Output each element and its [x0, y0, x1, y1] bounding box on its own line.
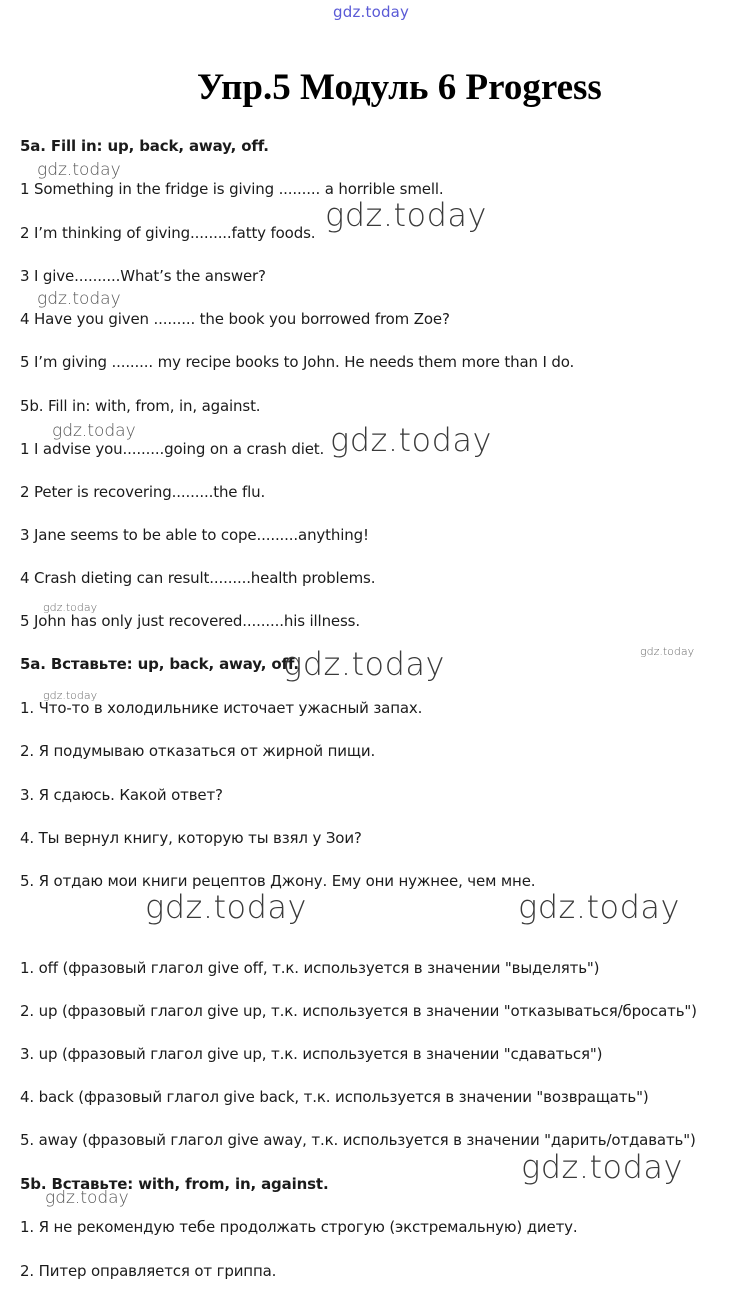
- answer-line: 3. up (фразовый глагол give up, т.к. используется в значении "сдаваться"): [20, 1045, 603, 1063]
- top-watermark: gdz.today: [333, 3, 410, 21]
- section-heading-5a-en: 5a. Fill in: up, back, away, off.: [20, 137, 269, 155]
- answer-line: 4. back (фразовый глагол give back, т.к. используется в значении "возвращать"): [20, 1088, 649, 1106]
- answer-line: 1. off (фразовый глагол give off, т.к. используется в значении "выделять"): [20, 959, 600, 977]
- watermark: gdz.today: [283, 645, 445, 683]
- answer-line: 5. away (фразовый глагол give away, т.к. используется в значении "дарить/отдавать"): [20, 1131, 696, 1149]
- watermark: gdz.today: [640, 645, 695, 658]
- watermark: gdz.today: [330, 421, 492, 459]
- watermark: gdz.today: [518, 888, 680, 926]
- watermark: gdz.today: [521, 1148, 683, 1186]
- page-title: Упр.5 Модуль 6 Progress: [197, 67, 602, 108]
- watermark: gdz.today: [43, 689, 98, 702]
- translation-line: 5. Я отдаю мои книги рецептов Джону. Ему они нужнее, чем мне.: [20, 872, 536, 890]
- watermark: gdz.today: [145, 888, 307, 926]
- translation-line: 1. Я не рекомендую тебе продолжать строгую (экстремальную) диету.: [20, 1218, 578, 1236]
- watermark: gdz.today: [37, 160, 121, 180]
- exercise-line: 2 I’m thinking of giving.........fatty foods.: [20, 224, 316, 242]
- watermark: gdz.today: [52, 421, 136, 441]
- section-heading-5b-en: 5b. Fill in: with, from, in, against.: [20, 397, 261, 415]
- watermark: gdz.today: [325, 196, 487, 234]
- watermark: gdz.today: [37, 289, 121, 309]
- translation-line: 1. Что-то в холодильнике источает ужасный запах.: [20, 699, 423, 717]
- exercise-line: 1 Something in the fridge is giving ......... a horrible smell.: [20, 180, 444, 198]
- section-heading-5b-ru: 5b. Вставьте: with, from, in, against.: [20, 1175, 329, 1193]
- translation-line: 2. Я подумываю отказаться от жирной пищи.: [20, 742, 376, 760]
- translation-line: 2. Питер оправляется от гриппа.: [20, 1262, 277, 1280]
- exercise-line: 3 Jane seems to be able to cope.........anything!: [20, 526, 369, 544]
- answer-line: 2. up (фразовый глагол give up, т.к. используется в значении "отказываться/бросать"): [20, 1002, 697, 1020]
- watermark: gdz.today: [43, 601, 98, 614]
- exercise-line: 3 I give..........What’s the answer?: [20, 267, 266, 285]
- exercise-line: 5 John has only just recovered.........his illness.: [20, 612, 360, 630]
- exercise-line: 1 I advise you.........going on a crash diet.: [20, 440, 325, 458]
- section-heading-5a-ru: 5a. Вставьте: up, back, away, off.: [20, 655, 299, 673]
- exercise-line: 2 Peter is recovering.........the flu.: [20, 483, 266, 501]
- exercise-line: 5 I’m giving ......... my recipe books to John. He needs them more than I do.: [20, 353, 575, 371]
- exercise-line: 4 Crash dieting can result.........health problems.: [20, 569, 376, 587]
- exercise-line: 4 Have you given ......... the book you borrowed from Zoe?: [20, 310, 450, 328]
- watermark: gdz.today: [45, 1188, 129, 1208]
- translation-line: 3. Я сдаюсь. Какой ответ?: [20, 786, 223, 804]
- translation-line: 4. Ты вернул книгу, которую ты взял у Зои?: [20, 829, 362, 847]
